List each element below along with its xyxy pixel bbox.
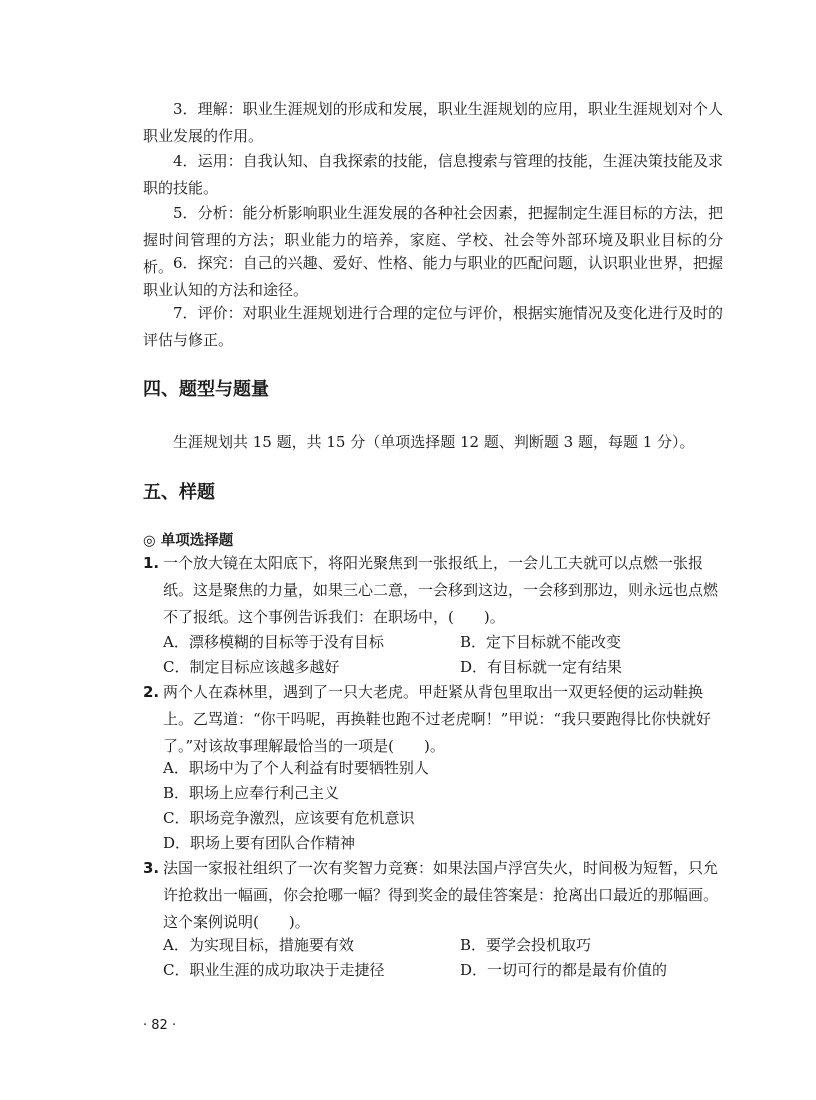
question-number: 2. xyxy=(143,683,160,701)
objective-item-6: 6．探究：自己的兴趣、爱好、性格、能力与职业的匹配问题，认识职业世界，把握职业认知的方法和途径。 xyxy=(143,254,723,299)
question-2 xyxy=(143,679,728,760)
question-3 xyxy=(143,855,728,936)
question-types-text: 生涯规划共 15 题，共 15 分（单项选择题 12 题、判断题 3 题，每题 1 分）。 xyxy=(173,433,695,451)
question-number: 1. xyxy=(143,554,160,572)
question-3-option-d: D．一切可行的都是最有价值的 xyxy=(460,961,668,979)
question-1-option-b: B．定下目标就不能改变 xyxy=(460,633,622,651)
question-text: 法国一家报社组织了一次有奖智力竞赛：如果法国卢浮宫失火，时间极为短暂，只允许抢救出一幅画，你会抢哪一幅？得到奖金的最佳答案是：抢离出口最近的那幅画。这个案例说明( )。 xyxy=(163,859,719,931)
objective-item-5: 5．分析：能分析影响职业生涯发展的各种社会因素，把握制定生涯目标的方法，把握时间管理的方法；职业能力的培养，家庭、学校、社会等外部环境及职业目标的分析。 xyxy=(143,204,723,276)
question-1-option-a: A．漂移模糊的目标等于没有目标 xyxy=(163,633,384,651)
objective-item-4: 4．运用：自我认知、自我探索的技能，信息搜索与管理的技能，生涯决策技能及求职的技能。 xyxy=(143,152,723,197)
page-number: · 82 · xyxy=(143,1018,177,1033)
question-1-option-c: C．制定目标应该越多越好 xyxy=(163,658,340,676)
question-2-option-d: D．职场上要有团队合作精神 xyxy=(163,834,356,852)
objective-item-7: 7．评价：对职业生涯规划进行合理的定位与评价，根据实施情况及变化进行及时的评估与修正。 xyxy=(143,304,723,349)
single-choice-subheading: ◎ 单项选择题 xyxy=(143,533,234,549)
question-2-option-a: A．职场中为了个人利益有时要牺牲别人 xyxy=(163,759,429,777)
question-2-option-c: C．职场竞争激烈，应该要有危机意识 xyxy=(163,809,415,827)
question-number: 3. xyxy=(143,859,160,877)
question-2-option-b: B．职场上应奉行利己主义 xyxy=(163,784,340,802)
objective-item-3: 3．理解：职业生涯规划的形成和发展，职业生涯规划的应用，职业生涯规划对个人职业发展的作用。 xyxy=(143,100,723,145)
section-heading-sample-questions: 五、样题 xyxy=(143,482,215,503)
question-3-option-c: C．职业生涯的成功取决于走捷径 xyxy=(163,961,385,979)
question-text: 一个放大镜在太阳底下，将阳光聚焦到一张报纸上，一会儿工夫就可以点燃一张报纸。这是聚焦的力量，如果三心二意，一会移到这边，一会移到那边，则永远也点燃不了报纸。这个事例告诉我们：在职场中，( )。 xyxy=(163,554,719,626)
question-1-option-d: D．有目标就一定有结果 xyxy=(460,658,623,676)
question-3-option-b: B．要学会投机取巧 xyxy=(460,936,592,954)
question-text: 两个人在森林里，遇到了一只大老虎。甲赶紧从背包里取出一双更轻便的运动鞋换上。乙骂道：“你干吗呢，再换鞋也跑不过老虎啊！”甲说：“我只要跑得比你快就好了。”对该故事理解最恰当的一项是( )。 xyxy=(163,683,712,755)
question-3-option-a: A．为实现目标，措施要有效 xyxy=(163,936,354,954)
question-1 xyxy=(143,550,728,631)
section-heading-question-types: 四、题型与题量 xyxy=(143,379,269,400)
